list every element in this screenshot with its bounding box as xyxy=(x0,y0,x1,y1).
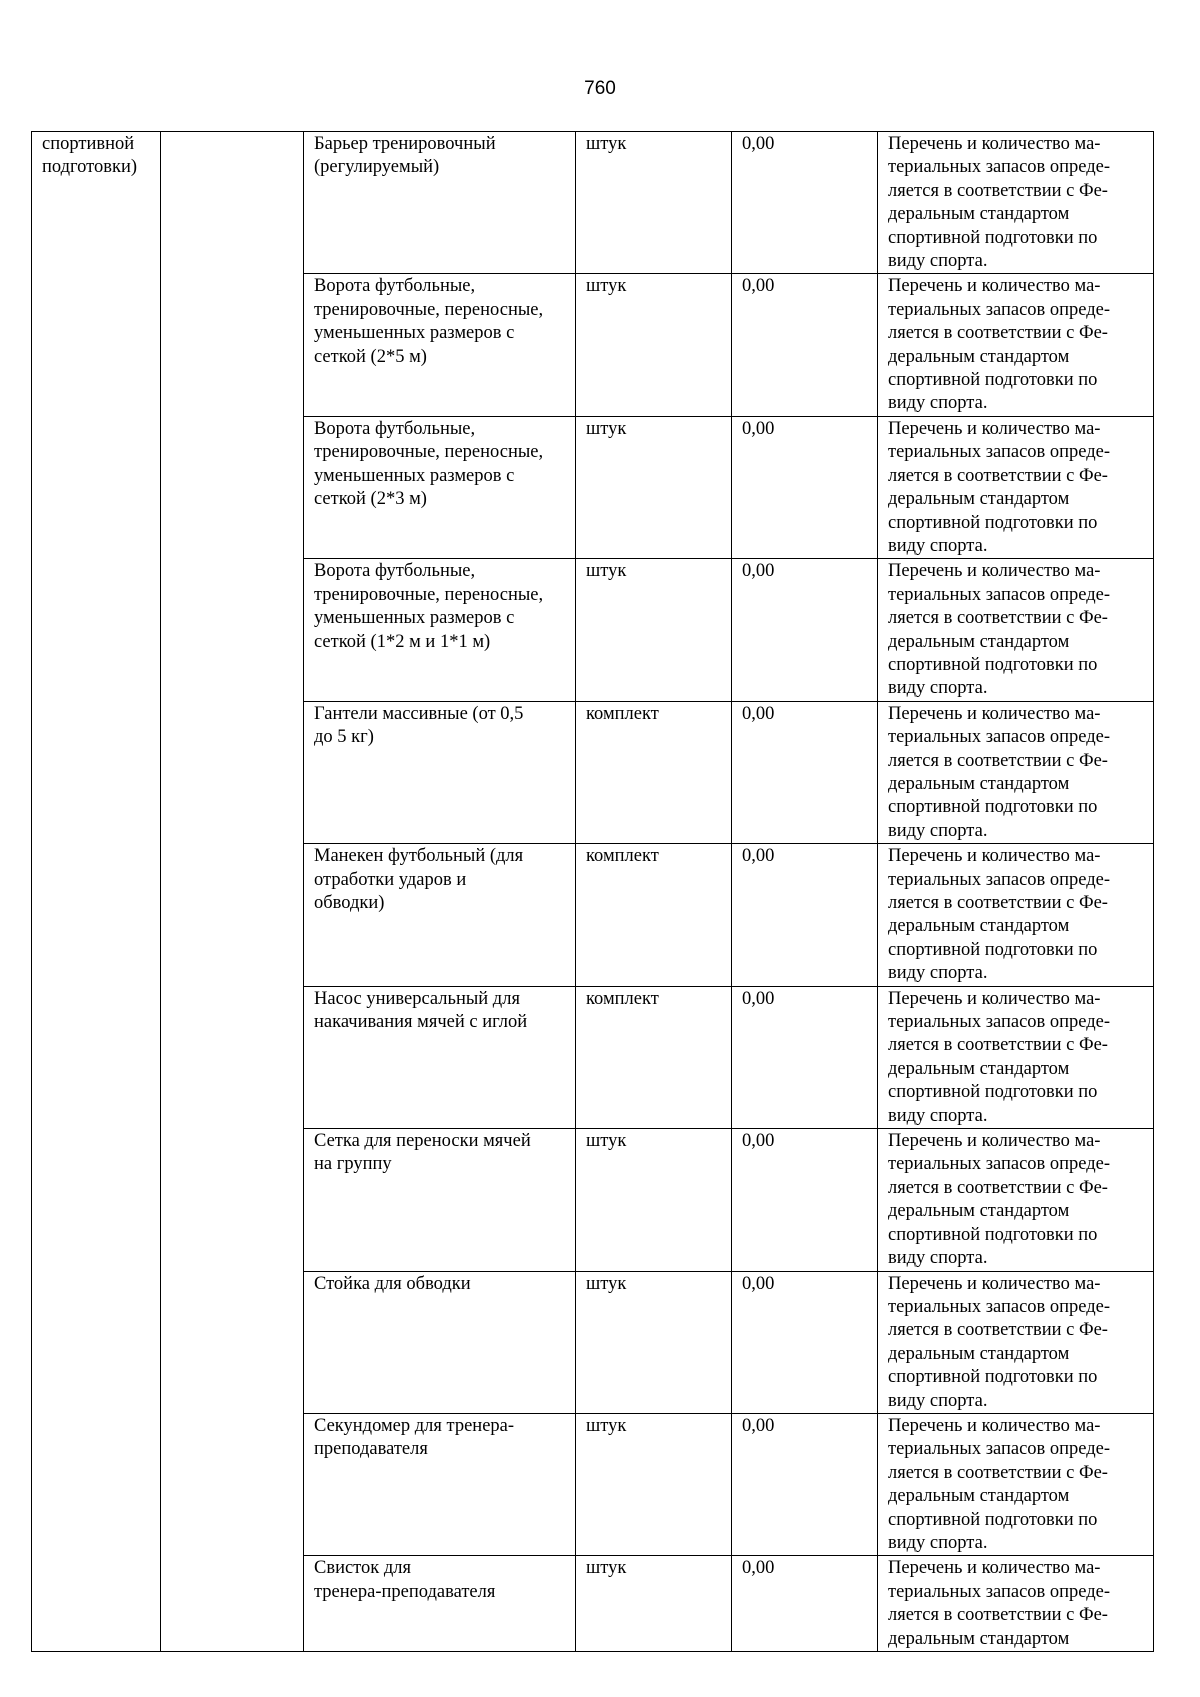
note-cell xyxy=(878,274,1154,416)
note-cell xyxy=(878,986,1154,1128)
unit-cell xyxy=(576,132,732,274)
unit-cell xyxy=(576,1129,732,1271)
note-text: Перечень и количество ма- териальных запасов опреде- ляется в соответствии с Фе- деральным стандартом спортивной подготовки по виду спорта. xyxy=(888,988,1111,1126)
note-cell xyxy=(878,1413,1154,1555)
item-name-cell xyxy=(304,274,576,416)
item-name-text: Свисток для тренера-преподавателя xyxy=(314,1558,496,1602)
item-name-cell xyxy=(304,559,576,701)
item-name-text: Ворота футбольные, тренировочные, переносные, уменьшенных размеров с сеткой (2*3 м) xyxy=(314,418,544,510)
note-text: Перечень и количество ма- териальных запасов опреде- ляется в соответствии с Фе- деральным стандартом xyxy=(888,1558,1111,1649)
quantity-text: 0,00 xyxy=(742,703,775,724)
item-name-cell xyxy=(304,1556,576,1652)
quantity-cell xyxy=(732,844,878,986)
quantity-text: 0,00 xyxy=(742,1273,775,1294)
note-cell xyxy=(878,559,1154,701)
unit-text: комплект xyxy=(586,846,659,867)
quantity-cell xyxy=(732,416,878,558)
quantity-text: 0,00 xyxy=(742,1415,775,1436)
quantity-text: 0,00 xyxy=(742,561,775,582)
item-name-cell xyxy=(304,986,576,1128)
item-name-cell xyxy=(304,1413,576,1555)
note-text: Перечень и количество ма- териальных запасов опреде- ляется в соответствии с Фе- деральным стандартом спортивной подготовки по виду спорта. xyxy=(888,703,1111,841)
unit-text: штук xyxy=(586,418,627,439)
unit-cell xyxy=(576,986,732,1128)
quantity-cell xyxy=(732,1271,878,1413)
note-text: Перечень и количество ма- териальных запасов опреде- ляется в соответствии с Фе- деральным стандартом спортивной подготовки по виду спорта. xyxy=(888,134,1111,272)
note-cell xyxy=(878,416,1154,558)
unit-cell xyxy=(576,1271,732,1413)
unit-cell xyxy=(576,559,732,701)
category-cell xyxy=(32,132,161,1652)
item-name-cell xyxy=(304,416,576,558)
quantity-text: 0,00 xyxy=(742,276,775,297)
unit-cell xyxy=(576,274,732,416)
unit-text: штук xyxy=(586,1273,627,1294)
unit-text: штук xyxy=(586,561,627,582)
quantity-cell xyxy=(732,701,878,843)
note-cell xyxy=(878,844,1154,986)
equipment-table xyxy=(31,131,1154,1652)
item-name-text: Секундомер для тренера- преподавателя xyxy=(314,1415,515,1460)
quantity-cell xyxy=(732,132,878,274)
note-cell xyxy=(878,132,1154,274)
unit-text: штук xyxy=(586,134,627,154)
quantity-text: 0,00 xyxy=(742,1558,775,1579)
note-cell xyxy=(878,1556,1154,1652)
item-name-cell xyxy=(304,1129,576,1271)
note-text: Перечень и количество ма- териальных запасов опреде- ляется в соответствии с Фе- деральным стандартом спортивной подготовки по виду спорта. xyxy=(888,1273,1111,1411)
note-text: Перечень и количество ма- териальных запасов опреде- ляется в соответствии с Фе- деральным стандартом спортивной подготовки по виду спорта. xyxy=(888,276,1111,414)
quantity-text: 0,00 xyxy=(742,988,775,1009)
quantity-cell xyxy=(732,986,878,1128)
unit-cell xyxy=(576,1413,732,1555)
quantity-text: 0,00 xyxy=(742,418,775,439)
table-body xyxy=(32,132,1154,1652)
item-name-text: Стойка для обводки xyxy=(314,1273,471,1294)
quantity-text: 0,00 xyxy=(742,134,775,154)
item-name-cell xyxy=(304,701,576,843)
item-name-text: Гантели массивные (от 0,5 до 5 кг) xyxy=(314,703,524,748)
item-name-text: Ворота футбольные, тренировочные, переносные, уменьшенных размеров с сеткой (1*2 м и 1*1 м) xyxy=(314,561,544,652)
note-cell xyxy=(878,1129,1154,1271)
note-text: Перечень и количество ма- териальных запасов опреде- ляется в соответствии с Фе- деральным стандартом спортивной подготовки по виду спорта. xyxy=(888,561,1111,699)
item-name-text: Сетка для переноски мячей на группу xyxy=(314,1131,531,1175)
item-name-cell xyxy=(304,132,576,274)
unit-text: штук xyxy=(586,1415,627,1436)
quantity-cell xyxy=(732,1413,878,1555)
item-name-text: Барьер тренировочный (регулируемый) xyxy=(314,134,496,178)
note-text: Перечень и количество ма- териальных запасов опреде- ляется в соответствии с Фе- деральным стандартом спортивной подготовки по виду спорта. xyxy=(888,1131,1111,1269)
category-text: спортивной подготовки) xyxy=(42,134,138,178)
quantity-cell xyxy=(732,559,878,701)
table-row xyxy=(32,132,1154,274)
note-text: Перечень и количество ма- териальных запасов опреде- ляется в соответствии с Фе- деральным стандартом спортивной подготовки по виду спорта. xyxy=(888,846,1111,984)
quantity-cell xyxy=(732,274,878,416)
quantity-cell xyxy=(732,1556,878,1652)
note-cell xyxy=(878,701,1154,843)
unit-cell xyxy=(576,701,732,843)
item-name-cell xyxy=(304,1271,576,1413)
item-name-cell xyxy=(304,844,576,986)
note-text: Перечень и количество ма- териальных запасов опреде- ляется в соответствии с Фе- деральным стандартом спортивной подготовки по виду спорта. xyxy=(888,418,1111,556)
note-text: Перечень и количество ма- териальных запасов опреде- ляется в соответствии с Фе- деральным стандартом спортивной подготовки по виду спорта. xyxy=(888,1415,1111,1553)
unit-text: штук xyxy=(586,1131,627,1152)
unit-cell xyxy=(576,844,732,986)
quantity-text: 0,00 xyxy=(742,1131,775,1152)
item-name-text: Насос универсальный для накачивания мячей с иглой xyxy=(314,988,528,1033)
quantity-cell xyxy=(732,1129,878,1271)
note-cell xyxy=(878,1271,1154,1413)
unit-cell xyxy=(576,1556,732,1652)
page-number: 760 xyxy=(584,78,616,99)
quantity-text: 0,00 xyxy=(742,846,775,867)
unit-cell xyxy=(576,416,732,558)
empty-cell xyxy=(161,132,304,1652)
unit-text: штук xyxy=(586,276,627,297)
unit-text: комплект xyxy=(586,703,659,724)
unit-text: штук xyxy=(586,1558,627,1579)
item-name-text: Ворота футбольные, тренировочные, переносные, уменьшенных размеров с сеткой (2*5 м) xyxy=(314,276,544,367)
unit-text: комплект xyxy=(586,988,659,1009)
item-name-text: Манекен футбольный (для отработки ударов и обводки) xyxy=(314,846,524,913)
